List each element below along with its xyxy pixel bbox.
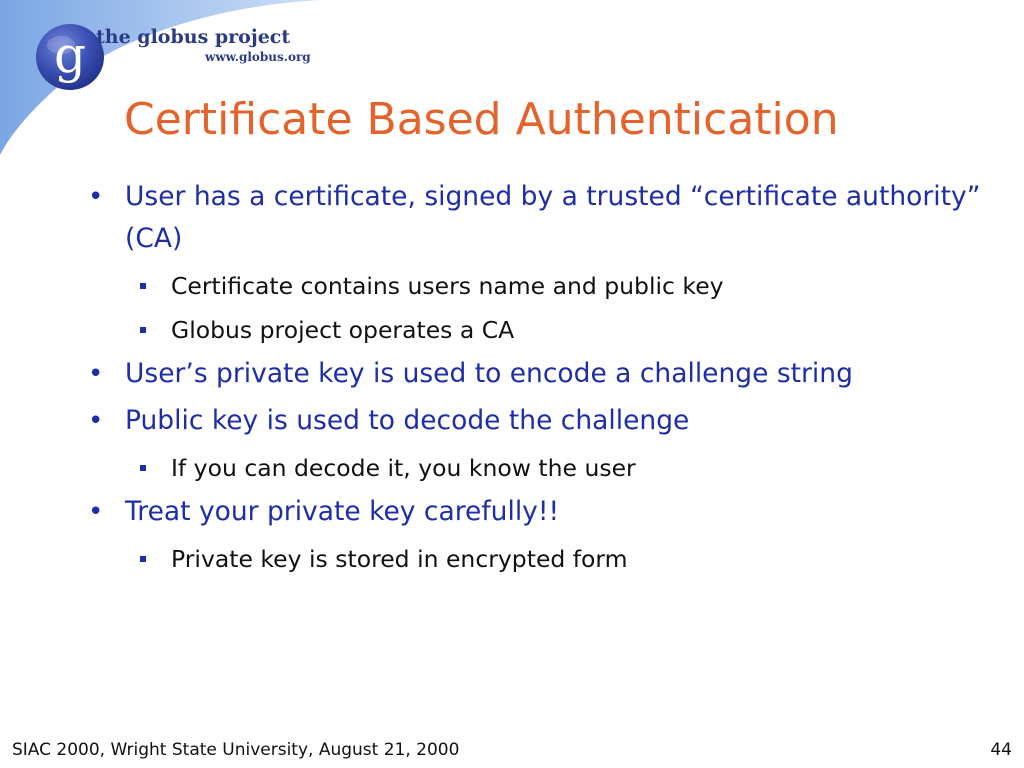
- bullet-dot-icon: •: [88, 406, 104, 436]
- bullet-item: [88, 176, 988, 260]
- sub-bullet-item: [88, 538, 988, 580]
- svg-text:g: g: [53, 26, 87, 84]
- sub-bullet-text: If you can decode it, you know the user: [171, 454, 636, 482]
- square-bullet-icon: [140, 283, 146, 289]
- bullet-text: Treat your private key carefully!!: [125, 496, 560, 527]
- bullet-dot-icon: •: [88, 359, 104, 389]
- bullet-text: Public key is used to decode the challenge: [125, 405, 690, 436]
- sub-bullet-text: Certificate contains users name and public key: [171, 272, 724, 300]
- bullet-list: [88, 176, 988, 582]
- bullet-text: User has a certificate, signed by a trusted “certificate authority” (CA): [125, 181, 981, 254]
- page-number: 44: [990, 740, 1012, 760]
- logo-url: www.globus.org: [205, 50, 311, 64]
- sub-bullet-item: [88, 447, 988, 489]
- square-bullet-icon: [140, 465, 146, 471]
- bullet-dot-icon: •: [88, 497, 104, 527]
- bullet-item: [88, 400, 988, 442]
- bullet-dot-icon: •: [88, 182, 104, 212]
- sub-bullet-text: Private key is stored in encrypted form: [171, 545, 628, 573]
- square-bullet-icon: [140, 556, 146, 562]
- sub-bullet-text: Globus project operates a CA: [171, 316, 515, 344]
- bullet-text: User’s private key is used to encode a challenge string: [125, 358, 853, 389]
- bullet-item: [88, 491, 988, 533]
- sub-bullet-item: [88, 265, 988, 307]
- sub-bullet-item: [88, 309, 988, 351]
- bullet-item: [88, 353, 988, 395]
- square-bullet-icon: [140, 327, 146, 333]
- slide-title: Certificate Based Authentication: [124, 94, 839, 145]
- logo-wordmark: the globus project: [96, 26, 291, 48]
- footer-event-info: SIAC 2000, Wright State University, August 21, 2000: [12, 740, 460, 760]
